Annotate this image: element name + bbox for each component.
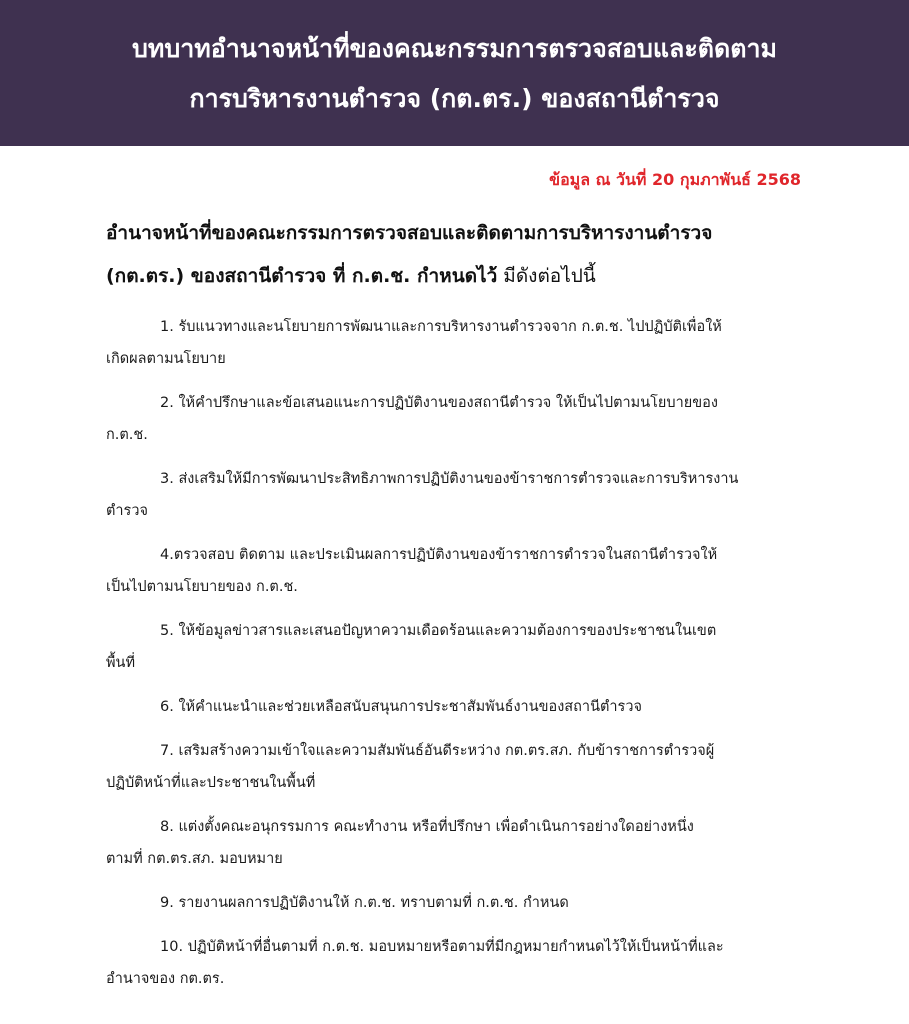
duty-text-line-1: 7. เสริมสร้างความเข้าใจและความสัมพันธ์อันดีระหว่าง กต.ตร.สภ. กับข้าราชการตำรวจผู้ — [160, 743, 715, 759]
duty-item — [106, 311, 806, 375]
duty-text-line-2: เกิดผลตามนโยบาย — [106, 351, 226, 367]
duty-text-line-2: ปฏิบัติหน้าที่และประชาชนในพื้นที่ — [106, 775, 316, 791]
duty-item — [106, 691, 806, 723]
duty-text-line-1: 3. ส่งเสริมให้มีการพัฒนาประสิทธิภาพการปฏิบัติงานของข้าราชการตำรวจและการบริหารงาน — [160, 471, 739, 487]
intro-line-2 — [106, 255, 806, 298]
duty-text-line-1: 2. ให้คำปรึกษาและข้อเสนอแนะการปฏิบัติงานของสถานีตำรวจ ให้เป็นไปตามนโยบายของ — [160, 395, 718, 411]
duty-text-line-2: ก.ต.ช. — [106, 427, 148, 443]
data-date-note: ข้อมูล ณ วันที่ 20 กุมภาพันธ์ 2568 — [549, 170, 801, 189]
header-title-line-2: การบริหารงานตำรวจ (กต.ตร.) ของสถานีตำรวจ — [189, 84, 720, 113]
intro-heading — [106, 212, 806, 298]
header-title-line-1: บทบาทอำนาจหน้าที่ของคณะกรรมการตรวจสอบและติดตาม — [132, 34, 777, 63]
header-banner — [0, 0, 909, 146]
duty-item — [106, 539, 806, 603]
intro-line-2-bold: (กต.ตร.) ของสถานีตำรวจ ที่ ก.ต.ช. กำหนดไว้ — [106, 265, 498, 287]
duty-item — [106, 463, 806, 527]
duty-item — [106, 387, 806, 451]
duty-text-line-2: ตำรวจ — [106, 503, 148, 519]
duty-text-line-1: 5. ให้ข้อมูลข่าวสารและเสนอปัญหาความเดือดร้อนและความต้องการของประชาชนในเขต — [160, 623, 717, 639]
duty-text-line-1: 9. รายงานผลการปฏิบัติงานให้ ก.ต.ช. ทราบตามที่ ก.ต.ช. กำหนด — [160, 895, 569, 911]
duty-item — [106, 615, 806, 679]
duty-text-line-2: ตามที่ กต.ตร.สภ. มอบหมาย — [106, 851, 283, 867]
duty-text-line-1: 6. ให้คำแนะนำและช่วยเหลือสนับสนุนการประชาสัมพันธ์งานของสถานีตำรวจ — [160, 699, 642, 715]
duty-text-line-2: อำนาจของ กต.ตร. — [106, 971, 225, 987]
duty-item — [106, 811, 806, 875]
duty-item — [106, 887, 806, 919]
duty-text-line-2: พื้นที่ — [106, 655, 136, 671]
duties-list — [106, 311, 806, 1007]
duty-item — [106, 931, 806, 995]
duty-item — [106, 735, 806, 799]
intro-line-1: อำนาจหน้าที่ของคณะกรรมการตรวจสอบและติดตามการบริหารงานตำรวจ — [106, 222, 713, 244]
duty-text-line-1: 8. แต่งตั้งคณะอนุกรรมการ คณะทำงาน หรือที่ปรึกษา เพื่อดำเนินการอย่างใดอย่างหนึ่ง — [160, 819, 694, 835]
duty-text-line-2: เป็นไปตามนโยบายของ ก.ต.ช. — [106, 579, 298, 595]
duty-text-line-1: 4.ตรวจสอบ ติดตาม และประเมินผลการปฏิบัติงานของข้าราชการตำรวจในสถานีตำรวจให้ — [160, 547, 718, 563]
duty-text-line-1: 1. รับแนวทางและนโยบายการพัฒนาและการบริหารงานตำรวจจาก ก.ต.ช. ไปปฏิบัติเพื่อให้ — [160, 319, 722, 335]
intro-line-2-suffix: มีดังต่อไปนี้ — [497, 265, 596, 287]
duty-text-line-1: 10. ปฏิบัติหน้าที่อื่นตามที่ ก.ต.ช. มอบหมายหรือตามที่มีกฎหมายกำหนดไว้ให้เป็นหน้าที่และ — [160, 939, 724, 955]
